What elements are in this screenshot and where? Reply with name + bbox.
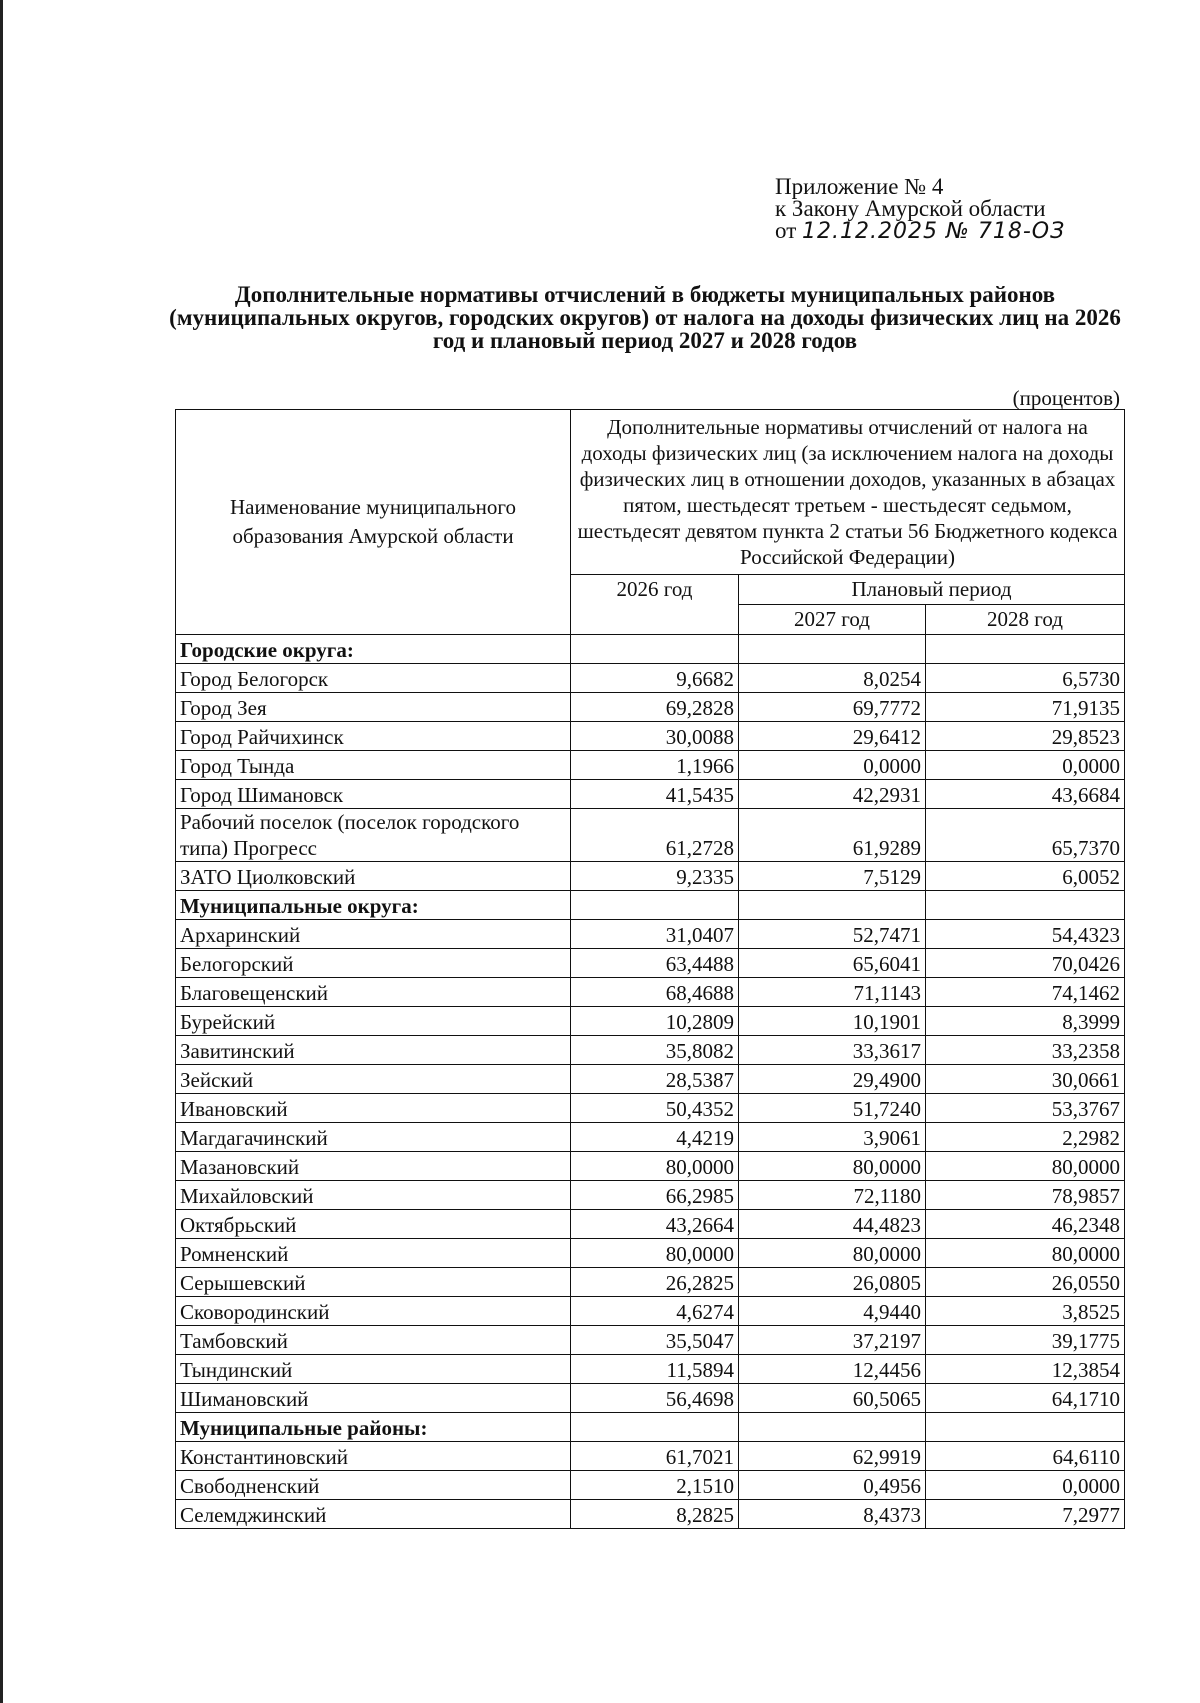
value-2028: 80,0000 xyxy=(926,1152,1125,1181)
value-2026: 50,4352 xyxy=(571,1094,739,1123)
municipality-name: Город Белогорск xyxy=(176,664,571,693)
table-row xyxy=(176,809,1125,862)
value-2027: 61,9289 xyxy=(739,809,926,862)
value-2026: 35,8082 xyxy=(571,1036,739,1065)
municipality-name: Город Тында xyxy=(176,751,571,780)
value-2026: 4,6274 xyxy=(571,1297,739,1326)
value-2028: 53,3767 xyxy=(926,1094,1125,1123)
value-2028: 71,9135 xyxy=(926,693,1125,722)
table-row xyxy=(176,1297,1125,1326)
value-2026: 80,0000 xyxy=(571,1152,739,1181)
municipality-name: Город Райчихинск xyxy=(176,722,571,751)
value-2028: 29,8523 xyxy=(926,722,1125,751)
table-row xyxy=(176,1500,1125,1529)
municipality-name: Архаринский xyxy=(176,920,571,949)
group-row xyxy=(176,1413,1125,1442)
municipality-name: Белогорский xyxy=(176,949,571,978)
municipality-name: Город Шимановск xyxy=(176,780,571,809)
value-2026: 9,2335 xyxy=(571,862,739,891)
value-2028 xyxy=(926,635,1125,664)
header-2027: 2027 год xyxy=(739,605,926,635)
table-row xyxy=(176,949,1125,978)
annex-number: Приложение № 4 xyxy=(775,174,944,199)
table-row xyxy=(176,1094,1125,1123)
table-row xyxy=(176,978,1125,1007)
value-2028: 43,6684 xyxy=(926,780,1125,809)
table-row xyxy=(176,1442,1125,1471)
value-2028: 12,3854 xyxy=(926,1355,1125,1384)
value-2027: 0,0000 xyxy=(739,751,926,780)
value-2027 xyxy=(739,891,926,920)
value-2027 xyxy=(739,635,926,664)
value-2026: 68,4688 xyxy=(571,978,739,1007)
value-2028: 30,0661 xyxy=(926,1065,1125,1094)
table-row xyxy=(176,751,1125,780)
value-2028: 7,2977 xyxy=(926,1500,1125,1529)
value-2026: 43,2664 xyxy=(571,1210,739,1239)
municipality-name: Магдагачинский xyxy=(176,1123,571,1152)
table-row xyxy=(176,1326,1125,1355)
municipality-name: Мазановский xyxy=(176,1152,571,1181)
value-2026: 41,5435 xyxy=(571,780,739,809)
document-title: Дополнительные нормативы отчислений в бюджеты муниципальных районов (муниципальных округов, городских округов) от налога на доходы физических лиц на 2026 год и плановый период 2027 и 2028 годов xyxy=(169,282,1121,353)
municipality-name: Бурейский xyxy=(176,1007,571,1036)
value-2027: 3,9061 xyxy=(739,1123,926,1152)
value-2027: 80,0000 xyxy=(739,1239,926,1268)
value-2027: 10,1901 xyxy=(739,1007,926,1036)
table-row xyxy=(176,920,1125,949)
header-name: Наименование муниципального образования Амурской области xyxy=(176,410,571,635)
value-2028: 74,1462 xyxy=(926,978,1125,1007)
municipality-name: Сковородинский xyxy=(176,1297,571,1326)
municipality-name: Муниципальные округа: xyxy=(176,891,571,920)
value-2028: 6,0052 xyxy=(926,862,1125,891)
value-2026: 28,5387 xyxy=(571,1065,739,1094)
municipality-name: Свободненский xyxy=(176,1471,571,1500)
table-row xyxy=(176,1384,1125,1413)
value-2028 xyxy=(926,891,1125,920)
municipality-name: Завитинский xyxy=(176,1036,571,1065)
value-2027: 60,5065 xyxy=(739,1384,926,1413)
value-2027: 42,2931 xyxy=(739,780,926,809)
annex-law: к Закону Амурской области xyxy=(775,196,1046,221)
table-row xyxy=(176,1355,1125,1384)
value-2028: 0,0000 xyxy=(926,1471,1125,1500)
municipality-name: Ивановский xyxy=(176,1094,571,1123)
header-norms: Дополнительные нормативы отчислений от налога на доходы физических лиц (за исключением налога на доходы физических лиц в отношении доходов, указанных в абзацах пятом, шестьдесят третьем - шестьдесят седьмом, шестьдесят девятом пункта 2 статьи 56 Бюджетного кодекса Российской Федерации) xyxy=(571,410,1125,575)
table-row xyxy=(176,693,1125,722)
value-2027: 65,6041 xyxy=(739,949,926,978)
value-2026: 66,2985 xyxy=(571,1181,739,1210)
value-2027: 7,5129 xyxy=(739,862,926,891)
value-2027: 8,0254 xyxy=(739,664,926,693)
annex-date-prefix: от xyxy=(775,218,797,243)
value-2027: 62,9919 xyxy=(739,1442,926,1471)
value-2027: 71,1143 xyxy=(739,978,926,1007)
municipality-name: Ромненский xyxy=(176,1239,571,1268)
table-row xyxy=(176,1123,1125,1152)
value-2028 xyxy=(926,1413,1125,1442)
value-2028: 46,2348 xyxy=(926,1210,1125,1239)
value-2028: 39,1775 xyxy=(926,1326,1125,1355)
table-row xyxy=(176,664,1125,693)
value-2027: 80,0000 xyxy=(739,1152,926,1181)
annex-block xyxy=(775,176,1065,243)
value-2028: 65,7370 xyxy=(926,809,1125,862)
municipality-name: Городские округа: xyxy=(176,635,571,664)
value-2026 xyxy=(571,891,739,920)
value-2028: 54,4323 xyxy=(926,920,1125,949)
table-row xyxy=(176,1036,1125,1065)
group-row xyxy=(176,635,1125,664)
value-2026: 1,1966 xyxy=(571,751,739,780)
table-row xyxy=(176,1007,1125,1036)
table-row xyxy=(176,862,1125,891)
municipality-name: Муниципальные районы: xyxy=(176,1413,571,1442)
units-label: (процентов) xyxy=(1012,386,1120,410)
value-2026: 63,4488 xyxy=(571,949,739,978)
group-row xyxy=(176,891,1125,920)
value-2028: 64,1710 xyxy=(926,1384,1125,1413)
table-row xyxy=(176,780,1125,809)
value-2026 xyxy=(571,1413,739,1442)
municipality-name: Шимановский xyxy=(176,1384,571,1413)
municipality-name: Тындинский xyxy=(176,1355,571,1384)
value-2028: 8,3999 xyxy=(926,1007,1125,1036)
value-2027: 26,0805 xyxy=(739,1268,926,1297)
value-2026: 80,0000 xyxy=(571,1239,739,1268)
table-row xyxy=(176,1065,1125,1094)
value-2027: 8,4373 xyxy=(739,1500,926,1529)
table-row xyxy=(176,1239,1125,1268)
value-2027: 69,7772 xyxy=(739,693,926,722)
value-2028: 0,0000 xyxy=(926,751,1125,780)
value-2027: 0,4956 xyxy=(739,1471,926,1500)
value-2028: 26,0550 xyxy=(926,1268,1125,1297)
value-2027: 51,7240 xyxy=(739,1094,926,1123)
value-2026 xyxy=(571,635,739,664)
value-2026: 26,2825 xyxy=(571,1268,739,1297)
municipality-name: Михайловский xyxy=(176,1181,571,1210)
value-2026: 8,2825 xyxy=(571,1500,739,1529)
value-2026: 30,0088 xyxy=(571,722,739,751)
value-2027: 4,9440 xyxy=(739,1297,926,1326)
value-2027: 37,2197 xyxy=(739,1326,926,1355)
value-2028: 2,2982 xyxy=(926,1123,1125,1152)
value-2028: 70,0426 xyxy=(926,949,1125,978)
municipality-name: Серышевский xyxy=(176,1268,571,1297)
value-2026: 11,5894 xyxy=(571,1355,739,1384)
municipality-name: Рабочий поселок (поселок городского типа) Прогресс xyxy=(176,809,571,862)
value-2026: 61,7021 xyxy=(571,1442,739,1471)
value-2026: 69,2828 xyxy=(571,693,739,722)
norms-table xyxy=(175,409,1125,1529)
table-row xyxy=(176,722,1125,751)
value-2026: 2,1510 xyxy=(571,1471,739,1500)
table-row xyxy=(176,1268,1125,1297)
value-2028: 33,2358 xyxy=(926,1036,1125,1065)
header-plan-period: Плановый период xyxy=(739,575,1125,605)
value-2028: 6,5730 xyxy=(926,664,1125,693)
value-2026: 31,0407 xyxy=(571,920,739,949)
handwritten-date-number: 12.12.2025 № 718-ОЗ xyxy=(802,219,1066,244)
municipality-name: Город Зея xyxy=(176,693,571,722)
municipality-name: Константиновский xyxy=(176,1442,571,1471)
table-row xyxy=(176,1152,1125,1181)
municipality-name: Октябрьский xyxy=(176,1210,571,1239)
municipality-name: Благовещенский xyxy=(176,978,571,1007)
municipality-name: Селемджинский xyxy=(176,1500,571,1529)
value-2026: 61,2728 xyxy=(571,809,739,862)
value-2027: 33,3617 xyxy=(739,1036,926,1065)
value-2026: 9,6682 xyxy=(571,664,739,693)
municipality-name: ЗАТО Циолковский xyxy=(176,862,571,891)
municipality-name: Зейский xyxy=(176,1065,571,1094)
value-2026: 4,4219 xyxy=(571,1123,739,1152)
value-2026: 56,4698 xyxy=(571,1384,739,1413)
value-2027: 72,1180 xyxy=(739,1181,926,1210)
header-2026: 2026 год xyxy=(571,575,739,635)
value-2028: 3,8525 xyxy=(926,1297,1125,1326)
header-2028: 2028 год xyxy=(926,605,1125,635)
value-2028: 80,0000 xyxy=(926,1239,1125,1268)
value-2027 xyxy=(739,1413,926,1442)
table-row xyxy=(176,1471,1125,1500)
table-row xyxy=(176,1181,1125,1210)
value-2026: 35,5047 xyxy=(571,1326,739,1355)
scan-edge xyxy=(0,0,3,1703)
value-2027: 44,4823 xyxy=(739,1210,926,1239)
municipality-name: Тамбовский xyxy=(176,1326,571,1355)
value-2026: 10,2809 xyxy=(571,1007,739,1036)
value-2027: 52,7471 xyxy=(739,920,926,949)
value-2028: 64,6110 xyxy=(926,1442,1125,1471)
value-2027: 12,4456 xyxy=(739,1355,926,1384)
table-row xyxy=(176,1210,1125,1239)
annex-date xyxy=(775,220,1065,243)
value-2028: 78,9857 xyxy=(926,1181,1125,1210)
value-2027: 29,6412 xyxy=(739,722,926,751)
value-2027: 29,4900 xyxy=(739,1065,926,1094)
